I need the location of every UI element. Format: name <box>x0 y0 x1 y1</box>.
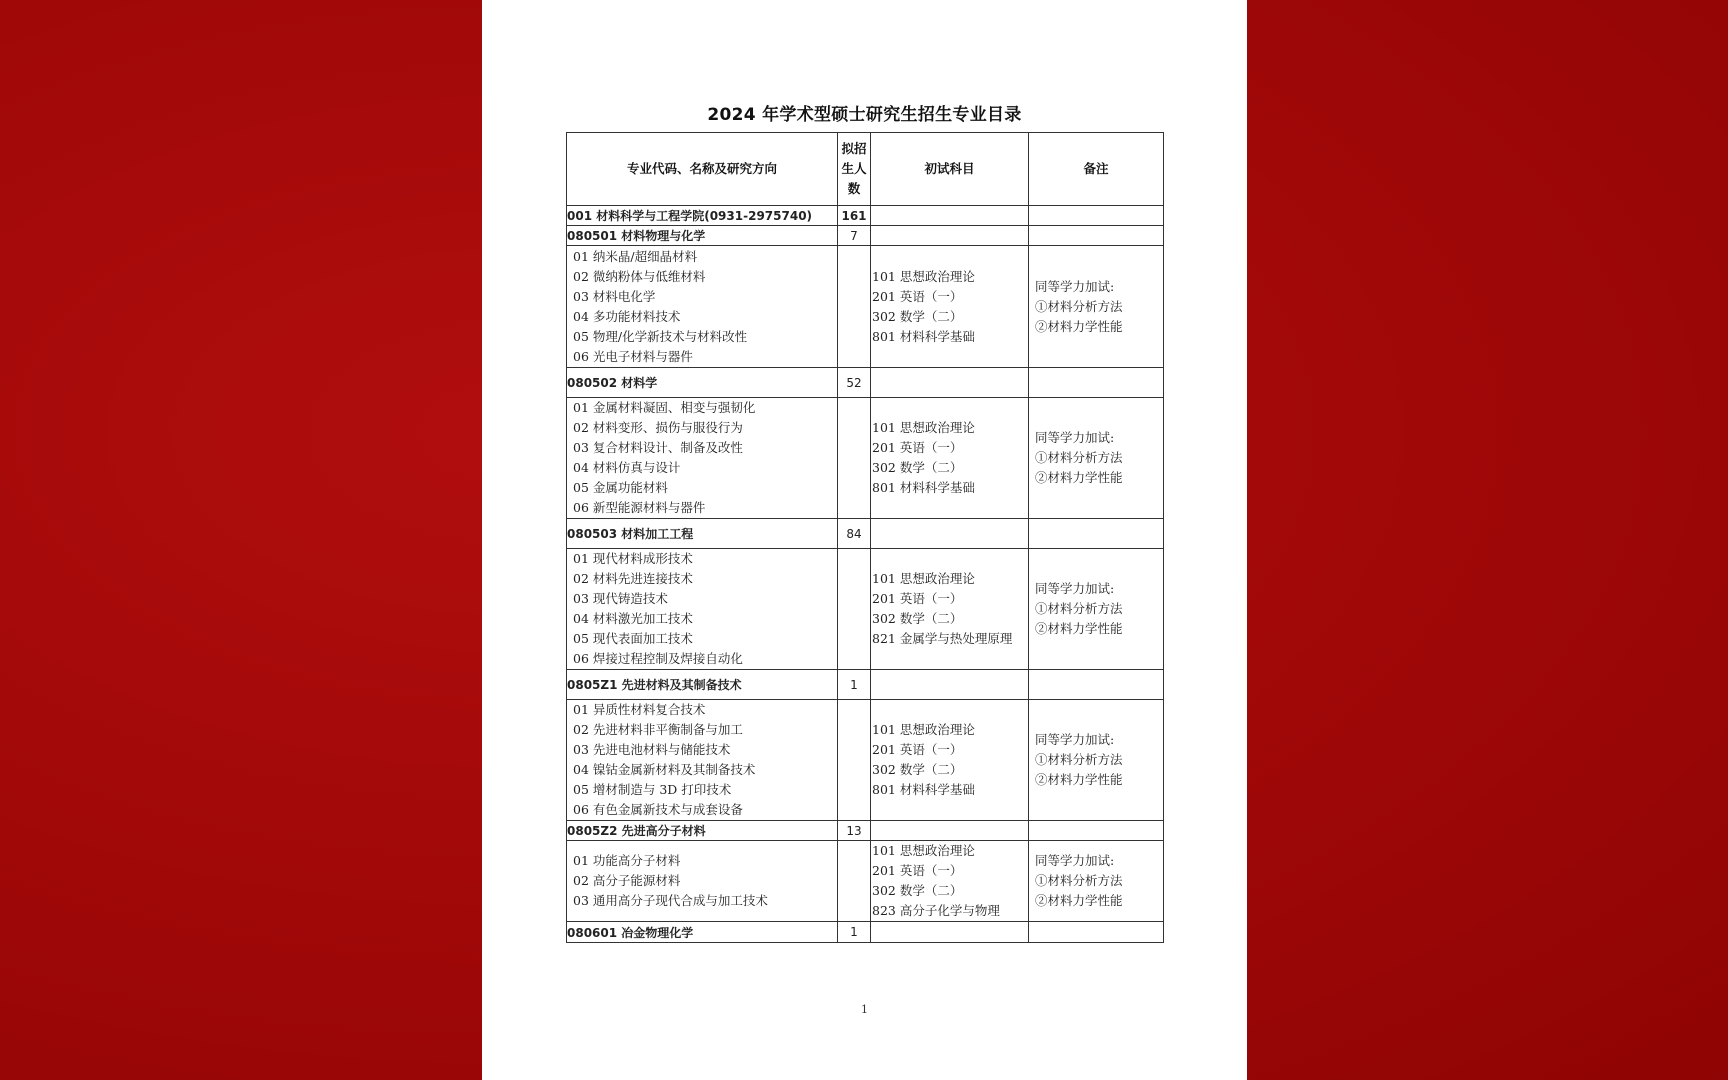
empty-cell <box>1029 670 1164 700</box>
subject-item: 801 材料科学基础 <box>872 782 975 797</box>
major-row <box>567 368 1164 398</box>
subject-item: 302 数学（二） <box>872 883 963 898</box>
major-detail-row <box>567 841 1164 922</box>
remarks <box>1029 700 1164 821</box>
subject-item: 101 思想政治理论 <box>872 571 975 586</box>
enrollment-catalog-table <box>566 132 1164 943</box>
research-directions <box>567 700 838 821</box>
major-detail-row <box>567 398 1164 519</box>
research-directions <box>567 398 838 519</box>
note-item: ①材料分析方法 <box>1035 450 1123 465</box>
subject-item: 821 金属学与热处理原理 <box>872 631 1013 646</box>
exam-subjects <box>871 246 1029 368</box>
major-count: 13 <box>838 821 871 841</box>
direction-item: 01 金属材料凝固、相变与强韧化 <box>573 400 756 415</box>
direction-item: 03 复合材料设计、制备及改性 <box>573 440 743 455</box>
header-count-line1: 拟招 <box>841 141 867 156</box>
research-directions <box>567 549 838 670</box>
empty-cell <box>871 519 1029 549</box>
subject-item: 101 思想政治理论 <box>872 843 975 858</box>
major-row <box>567 670 1164 700</box>
direction-item: 05 物理/化学新技术与材料改性 <box>573 328 748 344</box>
empty-cell <box>1029 821 1164 841</box>
header-count-line3: 数 <box>847 181 861 196</box>
major-row <box>567 821 1164 841</box>
header-subjects: 初试科目 <box>871 133 1029 206</box>
major-count: 1 <box>838 922 871 943</box>
major-count: 84 <box>838 519 871 549</box>
subject-item: 201 英语（一） <box>872 742 963 757</box>
remarks <box>1029 398 1164 519</box>
exam-subjects <box>871 398 1029 519</box>
major-count: 7 <box>838 226 871 246</box>
major-name: 080501 材料物理与化学 <box>567 226 838 246</box>
empty-cell <box>1029 206 1164 226</box>
major-name: 0805Z2 先进高分子材料 <box>567 821 838 841</box>
empty-cell <box>1029 368 1164 398</box>
major-count: 1 <box>838 670 871 700</box>
major-detail-row <box>567 700 1164 821</box>
direction-item: 06 焊接过程控制及焊接自动化 <box>573 651 743 666</box>
direction-item: 03 现代铸造技术 <box>573 591 668 606</box>
direction-item: 02 材料先进连接技术 <box>573 571 693 586</box>
header-notes: 备注 <box>1029 133 1164 206</box>
subject-item: 801 材料科学基础 <box>872 328 975 344</box>
note-item: 同等学力加试: <box>1035 581 1115 596</box>
subject-item: 302 数学（二） <box>872 762 963 777</box>
direction-item: 04 材料仿真与设计 <box>573 460 681 475</box>
direction-item: 05 增材制造与 3D 打印技术 <box>573 782 732 797</box>
direction-item: 06 光电子材料与器件 <box>573 348 693 364</box>
exam-subjects <box>871 549 1029 670</box>
subject-item: 101 思想政治理论 <box>872 268 975 284</box>
remarks <box>1029 841 1164 922</box>
empty-cell <box>838 700 871 821</box>
major-detail-row <box>567 246 1164 368</box>
header-count <box>838 133 871 206</box>
direction-item: 02 高分子能源材料 <box>573 873 681 888</box>
direction-item: 02 材料变形、损伤与服役行为 <box>573 420 743 435</box>
research-directions <box>567 841 838 922</box>
note-item: ②材料力学性能 <box>1035 470 1123 485</box>
note-item: ②材料力学性能 <box>1035 318 1123 334</box>
direction-item: 06 新型能源材料与器件 <box>573 500 706 515</box>
empty-cell <box>871 922 1029 943</box>
major-name: 080601 冶金物理化学 <box>567 922 838 943</box>
empty-cell <box>871 368 1029 398</box>
subject-item: 302 数学（二） <box>872 460 963 475</box>
direction-item: 05 金属功能材料 <box>573 480 668 495</box>
empty-cell <box>838 549 871 670</box>
subject-item: 201 英语（一） <box>872 440 963 455</box>
major-name: 080502 材料学 <box>567 368 838 398</box>
direction-item: 01 功能高分子材料 <box>573 853 681 868</box>
subject-item: 302 数学（二） <box>872 611 963 626</box>
subject-item: 101 思想政治理论 <box>872 722 975 737</box>
direction-item: 01 纳米晶/超细晶材料 <box>573 248 698 264</box>
note-item: 同等学力加试: <box>1035 430 1115 445</box>
subject-item: 101 思想政治理论 <box>872 420 975 435</box>
empty-cell <box>871 206 1029 226</box>
empty-cell <box>838 398 871 519</box>
subject-item: 201 英语（一） <box>872 591 963 606</box>
major-row <box>567 922 1164 943</box>
direction-item: 02 微纳粉体与低维材料 <box>573 268 706 284</box>
empty-cell <box>1029 922 1164 943</box>
direction-item: 01 现代材料成形技术 <box>573 551 693 566</box>
note-item: ②材料力学性能 <box>1035 621 1123 636</box>
subject-item: 801 材料科学基础 <box>872 480 975 495</box>
document-page <box>482 0 1247 1080</box>
remarks <box>1029 246 1164 368</box>
header-count-line2: 生人 <box>841 161 867 176</box>
table-header-row <box>567 133 1164 206</box>
college-count: 161 <box>838 206 871 226</box>
subject-item: 302 数学（二） <box>872 308 963 324</box>
subject-item: 823 高分子化学与物理 <box>872 903 1000 918</box>
empty-cell <box>871 821 1029 841</box>
note-item: ①材料分析方法 <box>1035 601 1123 616</box>
research-directions <box>567 246 838 368</box>
empty-cell <box>871 670 1029 700</box>
major-name: 080503 材料加工工程 <box>567 519 838 549</box>
direction-item: 05 现代表面加工技术 <box>573 631 693 646</box>
document-title: 2024 年学术型硕士研究生招生专业目录 <box>707 105 1022 125</box>
direction-item: 06 有色金属新技术与成套设备 <box>573 802 743 817</box>
note-item: ①材料分析方法 <box>1035 298 1123 314</box>
college-row <box>567 206 1164 226</box>
direction-item: 02 先进材料非平衡制备与加工 <box>573 722 743 737</box>
empty-cell <box>1029 226 1164 246</box>
note-item: ①材料分析方法 <box>1035 752 1123 767</box>
college-name: 001 材料科学与工程学院(0931-2975740) <box>567 206 838 226</box>
major-row <box>567 226 1164 246</box>
direction-item: 03 材料电化学 <box>573 288 656 304</box>
empty-cell <box>871 226 1029 246</box>
header-major: 专业代码、名称及研究方向 <box>567 133 838 206</box>
subject-item: 201 英语（一） <box>872 288 963 304</box>
major-detail-row <box>567 549 1164 670</box>
note-item: ②材料力学性能 <box>1035 772 1123 787</box>
note-item: ①材料分析方法 <box>1035 873 1123 888</box>
note-item: ②材料力学性能 <box>1035 893 1123 908</box>
subject-item: 201 英语（一） <box>872 863 963 878</box>
remarks <box>1029 549 1164 670</box>
direction-item: 04 镍钴金属新材料及其制备技术 <box>573 762 756 777</box>
empty-cell <box>1029 519 1164 549</box>
note-item: 同等学力加试: <box>1035 853 1115 868</box>
page-number: 1 <box>861 1003 868 1016</box>
direction-item: 04 多功能材料技术 <box>573 308 681 324</box>
major-count: 52 <box>838 368 871 398</box>
exam-subjects <box>871 700 1029 821</box>
note-item: 同等学力加试: <box>1035 732 1115 747</box>
direction-item: 03 先进电池材料与储能技术 <box>573 742 731 757</box>
major-row <box>567 519 1164 549</box>
note-item: 同等学力加试: <box>1035 278 1115 294</box>
major-name: 0805Z1 先进材料及其制备技术 <box>567 670 838 700</box>
exam-subjects <box>871 841 1029 922</box>
empty-cell <box>838 246 871 368</box>
empty-cell <box>838 841 871 922</box>
direction-item: 01 异质性材料复合技术 <box>573 702 706 717</box>
direction-item: 04 材料激光加工技术 <box>573 611 693 626</box>
direction-item: 03 通用高分子现代合成与加工技术 <box>573 893 768 908</box>
